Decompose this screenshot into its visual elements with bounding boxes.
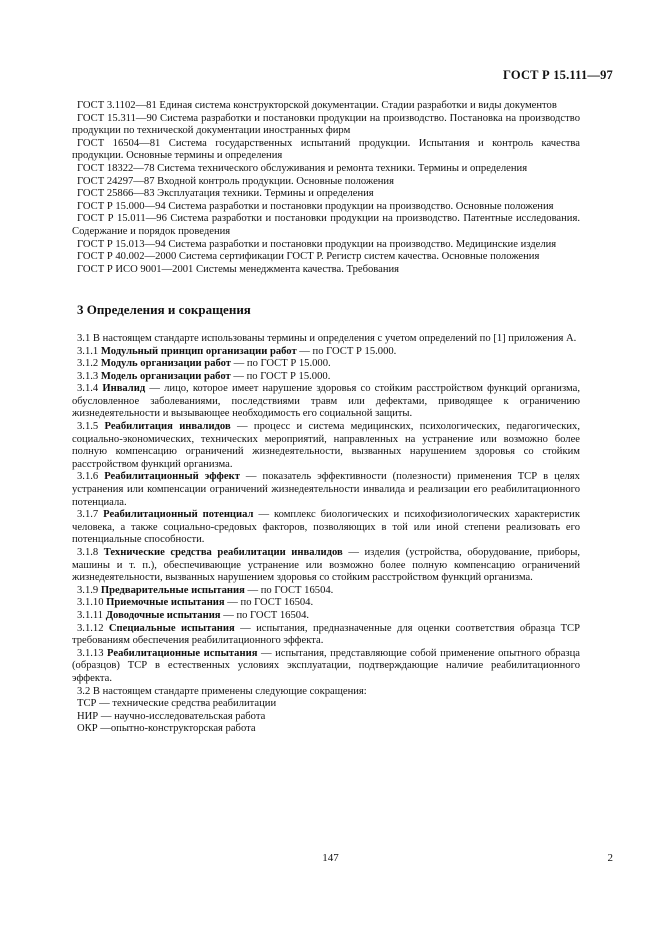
document-code-header: ГОСТ Р 15.111—97 [503, 68, 613, 82]
definition-text: — испытания, представляющие собой применение опытного образца (образцов) ТСР в естественных условиях эксплуатации, подтверждающие наличие реабилитационного эффекта. [72, 647, 580, 684]
definition-text: — изделия (устройства, оборудование, приборы, машины и т. п.), обеспечивающие устранение или возможно более полную компенсацию ограничений жизнедеятельности, вызванных нарушением здоровья со стойким расстройством функций организма. [72, 547, 581, 584]
definition-item [72, 471, 580, 509]
abbreviation-item: НИР — научно-исследовательская работа [77, 710, 266, 722]
definition-item [72, 509, 580, 547]
definition-text: — показатель эффективности (полезности) применения ТСР в целях устранения или компенсации ограничений жизнедеятельности инвалида и реализации его реабилитационного потенциала. [72, 471, 580, 508]
definition-number: 3.1.7 [77, 509, 104, 521]
reference-item: ГОСТ Р 15.011—96 Система разработки и постановки продукции на производство. Патентные исследования. Содержание и порядок проведения [72, 213, 580, 237]
definition-text: — по ГОСТ 16504. [220, 609, 310, 621]
definition-term: Доводочные испытания [105, 609, 221, 621]
definition-term: Модуль организации работ [100, 358, 232, 370]
reference-item: ГОСТ 3.1102—81 Единая система конструкторской документации. Стадии разработки и виды документов [77, 100, 557, 111]
definition-term: Реабилитационный эффект [104, 471, 240, 483]
definition-item [72, 585, 580, 598]
definition-item [72, 346, 580, 359]
definition-item [72, 648, 580, 686]
definition-term: Модель организации работ [100, 370, 231, 382]
definition-text: — комплекс биологических и психофизиологических характеристик человека, а также социально-средовых факторов, позволяющих в той или иной степени реализовать его потенциальные способности. [72, 509, 580, 546]
reference-item: ГОСТ 15.311—90 Система разработки и постановки продукции на производство. Постановка на производство продукции по технической документации иностранных фирм [72, 112, 580, 137]
definition-text: — лицо, которое имеет нарушение здоровья со стойким расстройством функций организма, обусловленное заболеваниями, последствиями травм или дефектами, приводящее к ограничению жизнедеятельности и вызывающее необходимость его социальной защиты. [72, 383, 580, 420]
page-content [72, 100, 580, 736]
definition-item [72, 547, 580, 585]
definition-item [72, 371, 580, 384]
definition-text: — по ГОСТ 16504. [224, 597, 314, 609]
definition-term: Специальные испытания [108, 622, 235, 634]
definition-term: Технические средства реабилитации инвалидов [103, 547, 343, 558]
abbreviations-intro: 3.2 В настоящем стандарте применены следующие сокращения: [77, 685, 367, 697]
reference-item: ГОСТ 24297—87 Входной контроль продукции. Основные положения [77, 175, 394, 187]
page-number: 147 [322, 852, 339, 864]
abbreviation-item: ТСР — технические средства реабилитации [77, 698, 277, 710]
definition-number: 3.1.1 [77, 345, 101, 357]
definition-number: 3.1.4 [77, 383, 103, 395]
definition-text: — по ГОСТ Р 15.000. [230, 370, 331, 382]
definition-term: Реабилитация инвалидов [104, 421, 231, 433]
section-heading: 3 Определения и сокращения [77, 302, 251, 318]
definition-number: 3.1.10 [77, 597, 107, 609]
definitions-intro: 3.1 В настоящем стандарте использованы термины и определения с учетом определений по [1] приложения А. [77, 332, 577, 344]
reference-item: ГОСТ 25866—83 Эксплуатация техники. Термины и определения [77, 188, 374, 200]
definition-text: — по ГОСТ 16504. [244, 584, 334, 596]
definition-term: Предварительные испытания [100, 584, 245, 596]
reference-item: ГОСТ Р 40.002—2000 Система сертификации ГОСТ Р. Регистр систем качества. Основные положения [77, 251, 540, 263]
definition-number: 3.1.3 [77, 370, 101, 382]
definition-term: Реабилитационный потенциал [103, 509, 254, 521]
definition-number: 3.1.13 [77, 647, 108, 659]
definition-term: Модульный принцип организации работ [100, 345, 297, 357]
definition-text: — процесс и система медицинских, психологических, педагогических, социально-экономических, технических мероприятий, направленных на устранение или возможно более полную компенсацию ограничений жизнедеятельности, вызванных нарушением здоровья со стойким расстройством функций организма. [72, 421, 580, 470]
definition-text: — по ГОСТ Р 15.000. [231, 358, 331, 370]
definition-item [72, 383, 580, 421]
definition-item [72, 623, 580, 648]
definition-number: 3.1.9 [77, 584, 101, 596]
definition-text: — по ГОСТ Р 15.000. [296, 345, 397, 357]
reference-item: ГОСТ Р 15.000—94 Система разработки и постановки продукции на производство. Основные положения [77, 200, 554, 212]
definition-number: 3.1.8 [77, 547, 104, 558]
definition-term: Инвалид [102, 383, 146, 395]
definition-number: 3.1.12 [77, 622, 109, 634]
reference-item: ГОСТ 18322—78 Система технического обслуживания и ремонта техники. Термины и определения [77, 162, 528, 174]
definition-term: Реабилитационные испытания [107, 647, 258, 659]
definitions-list [72, 346, 580, 686]
definition-item [72, 421, 580, 471]
definition-item [72, 358, 580, 371]
abbreviations-list [72, 698, 580, 736]
definition-item [72, 597, 580, 610]
sheet-number: 2 [607, 852, 613, 864]
abbreviation-item: ОКР —опытно-конструкторская работа [77, 723, 256, 735]
reference-item: ГОСТ 16504—81 Система государственных испытаний продукции. Испытания и контроль качества продукции. Основные термины и определения [72, 137, 580, 162]
reference-item: ГОСТ Р ИСО 9001—2001 Системы менеджмента качества. Требования [77, 263, 400, 275]
definition-text: — испытания, предназначенные для оценки соответствия образца ТСР требованиям обеспечения реабилитационного эффекта. [72, 622, 580, 647]
definition-number: 3.1.11 [77, 609, 106, 621]
reference-item: ГОСТ Р 15.013—94 Система разработки и постановки продукции на производство. Медицинские изделия [77, 238, 557, 250]
definition-number: 3.1.2 [77, 358, 101, 370]
definition-number: 3.1.6 [77, 471, 105, 483]
normative-references-list [72, 100, 580, 276]
definition-term: Приемочные испытания [106, 597, 225, 609]
definition-number: 3.1.5 [77, 421, 105, 433]
definition-item [72, 610, 580, 623]
